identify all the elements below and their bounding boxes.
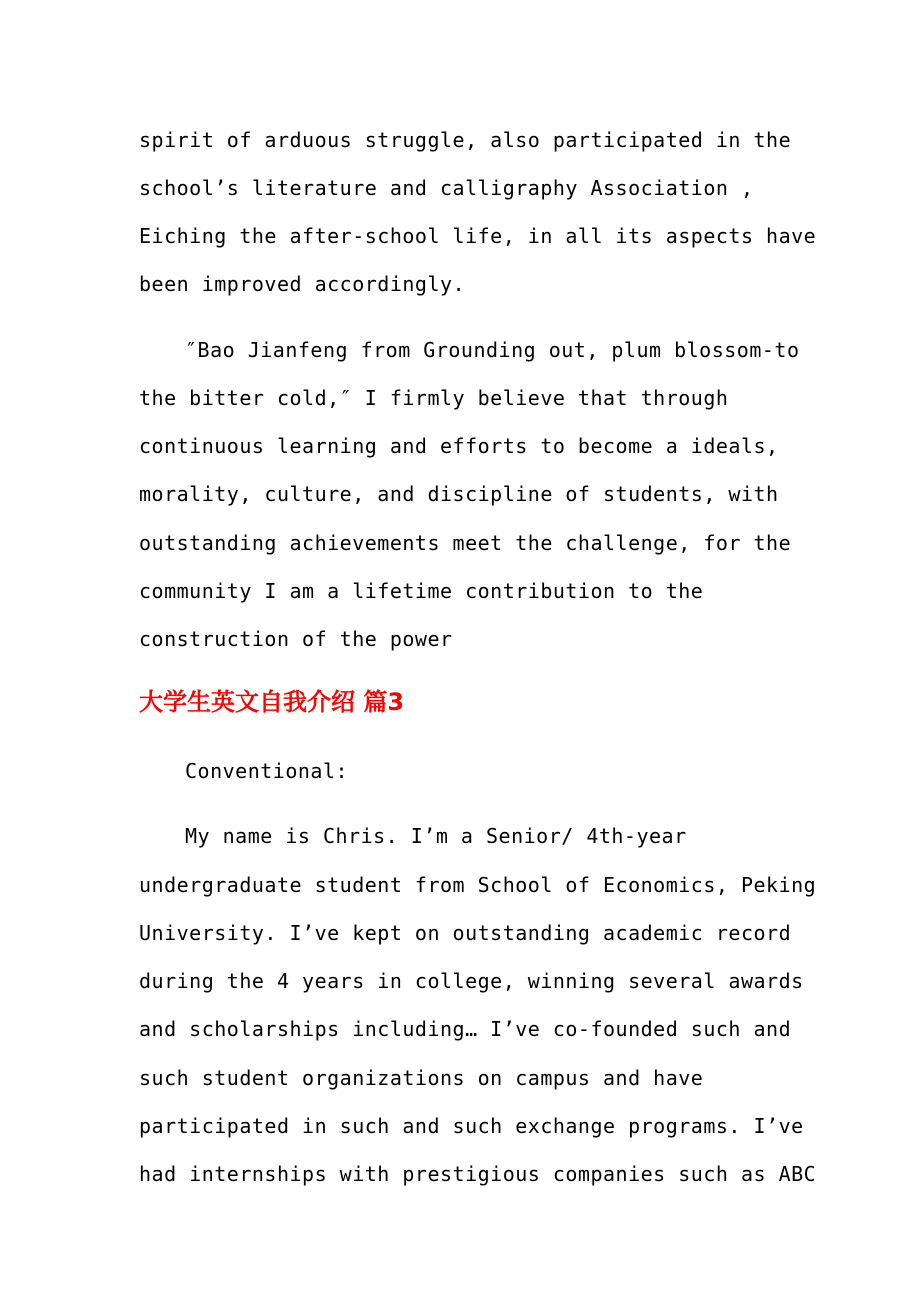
text-line: undergraduate student from School of Economics, Peking xyxy=(139,873,817,897)
text-line: participated in such and such exchange programs. I’ve xyxy=(139,1114,804,1138)
text-line: ″Bao Jianfeng from Grounding out, plum blossom-to xyxy=(185,338,800,362)
text-line: University. I’ve kept on outstanding academic record xyxy=(139,921,792,945)
text-line: during the 4 years in college, winning several awards xyxy=(139,969,804,993)
text-line: spirit of arduous struggle, also participated in the xyxy=(139,128,792,152)
text-line: Conventional: xyxy=(185,759,349,783)
text-line: construction of the power xyxy=(139,627,453,651)
text-line: been improved accordingly. xyxy=(139,272,466,296)
text-line: Eiching the after-school life, in all its aspects have xyxy=(139,224,817,248)
text-line: the bitter cold,″ I firmly believe that through xyxy=(139,386,729,410)
text-line: My name is Chris. I’m a Senior/ 4th-year xyxy=(185,824,687,848)
text-line: such student organizations on campus and have xyxy=(139,1066,704,1090)
text-line: school’s literature and calligraphy Association , xyxy=(139,176,754,200)
text-line: community I am a lifetime contribution to the xyxy=(139,579,704,603)
text-line: had internships with prestigious companies such as ABC xyxy=(139,1162,817,1186)
text-line: and scholarships including… I’ve co-founded such and xyxy=(139,1017,792,1041)
text-line: continuous learning and efforts to become a ideals, xyxy=(139,434,779,458)
section-heading: 大学生英文自我介绍 篇3 xyxy=(139,688,405,716)
text-line: morality, culture, and discipline of students, with xyxy=(139,482,779,506)
text-line: outstanding achievements meet the challenge, for the xyxy=(139,531,792,555)
